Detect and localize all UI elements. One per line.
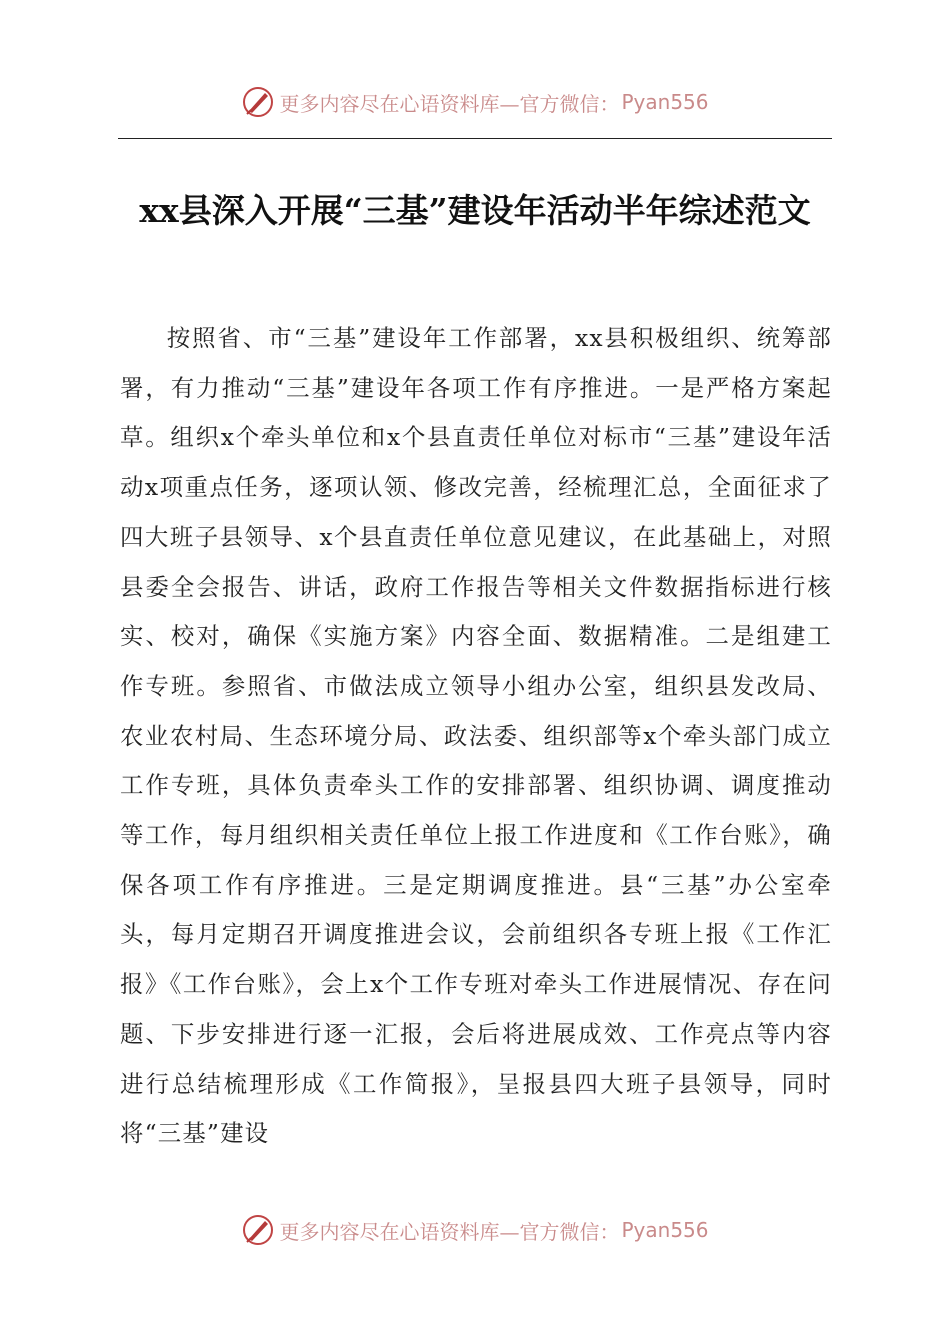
header-banner-text: 更多内容尽在心语资料库—官方微信： <box>279 91 620 116</box>
document-paragraph: 按照省、市“三基”建设年工作部署，xx县积极组织、统筹部署，有力推动“三基”建设年各项工作有序推进。一是严格方案起草。组织x个牵头单位和x个县直责任单位对标市“三基”建设年活动x项重点任务，逐项认领、修改完善，经梳理汇总，全面征求了四大班子县领导、x个县直责任单位意见建议，在此基础上，对照县委全会报告、讲话，政府工作报告等相关文件数据指标进行核实、校对，确保《实施方案》内容全面、数据精准。二是组建工作专班。参照省、市做法成立领导小组办公室，组织县发改局、农业农村局、生态环境分局、政法委、组织部等x个牵头部门成立工作专班，具体负责牵头工作的安排部署、组织协调、调度推动等工作，每月组织相关责任单位上报工作进度和《工作台账》，确保各项工作有序推进。三是定期调度推进。县“三基”办公室牵头，每月定期召开调度推进会议，会前组织各专班上报《工作汇报》《工作台账》，会上x个工作专班对牵头工作进展情况、存在问题、下步安排进行逐一汇报，会后将进展成效、工作亮点等内容进行总结梳理形成《工作简报》，呈报县四大班子县领导，同时将“三基”建设 <box>120 324 832 1148</box>
quill-seal-icon <box>241 85 275 119</box>
header-divider <box>118 138 832 139</box>
quill-seal-icon <box>241 1213 275 1247</box>
header-banner-id: Pyan556 <box>621 90 709 114</box>
footer-banner-text: 更多内容尽在心语资料库—官方微信： <box>279 1219 620 1244</box>
footer-banner <box>0 1210 950 1250</box>
document-title: xx县深入开展“三基”建设年活动半年综述范文 <box>139 191 811 230</box>
header-banner <box>0 82 950 122</box>
footer-banner-id: Pyan556 <box>621 1218 709 1242</box>
